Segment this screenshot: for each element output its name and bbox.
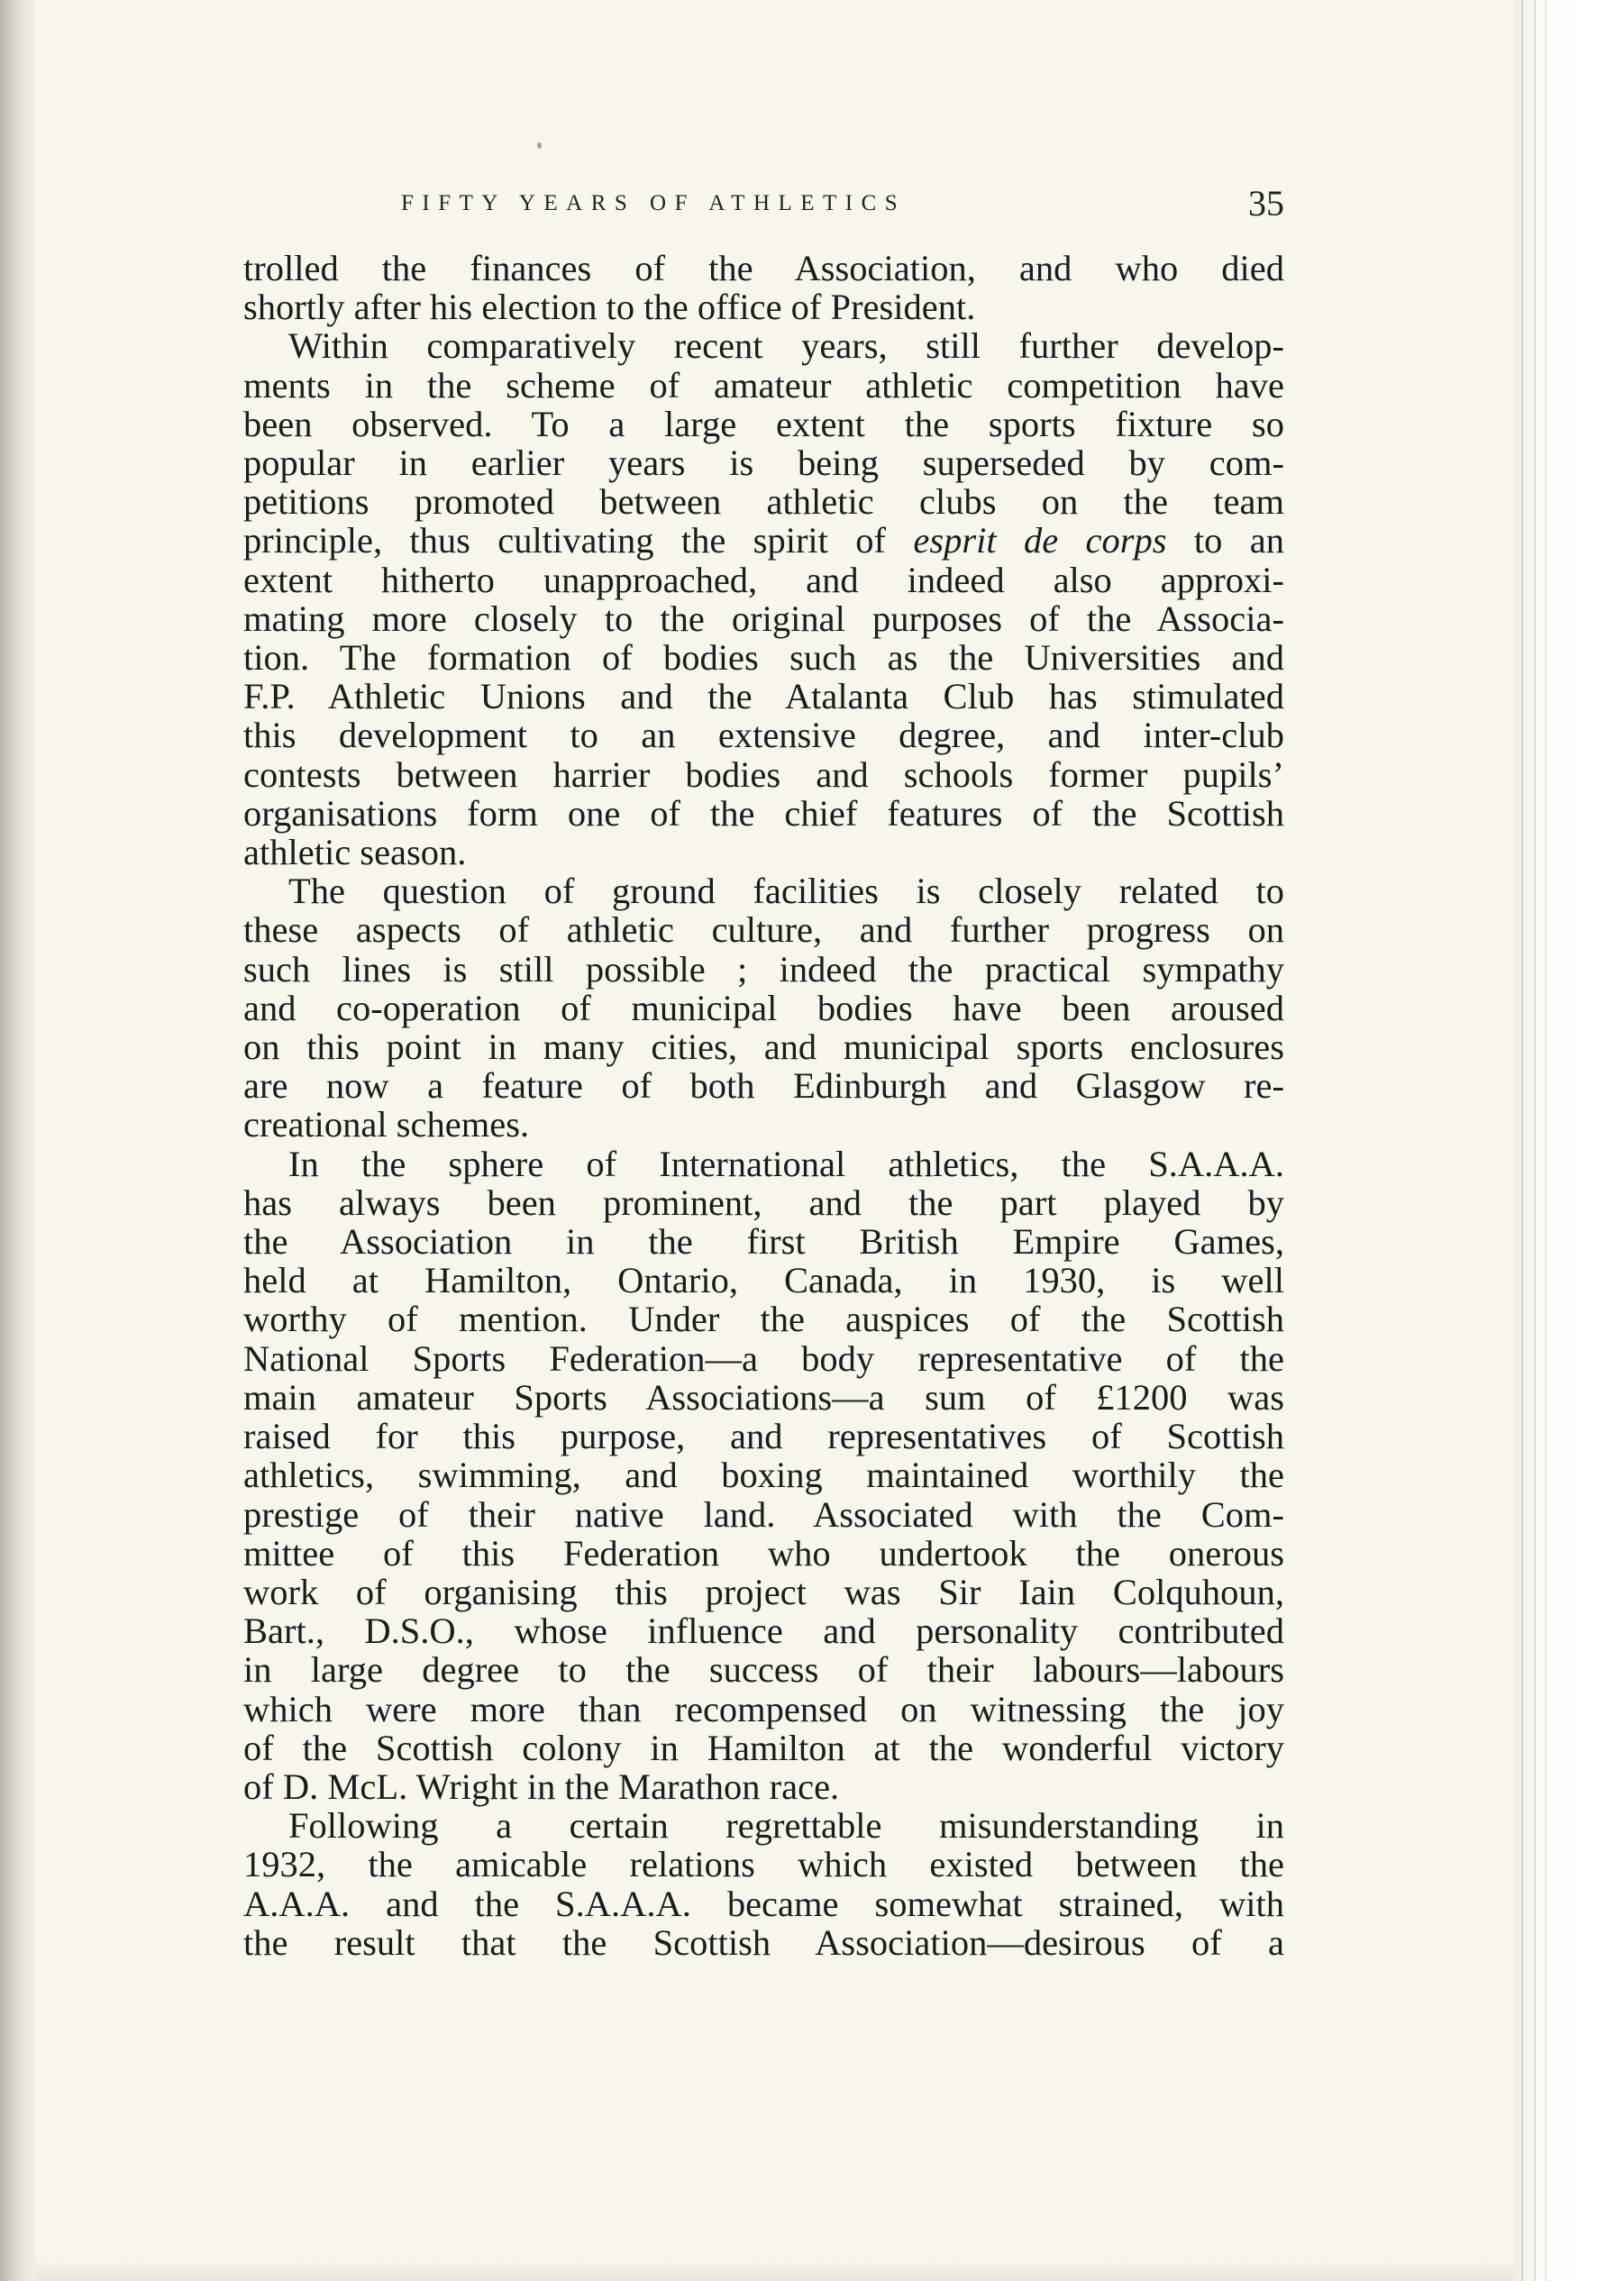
text-line: organisations form one of the chief features of the Scottish [243,792,1284,834]
text-line: which were more than recompensed on witnessing the joy [243,1688,1284,1729]
text-line: contests between harrier bodies and schools former pupils’ [243,753,1284,795]
text-line: National Sports Federation—a body representative of the [243,1337,1284,1379]
text-line: the result that the Scottish Association—desirous of a [243,1921,1284,1963]
text-line: been observed. To a large extent the sports fixture so [243,403,1284,444]
text-line: The question of ground facilities is closely related to [288,871,1284,912]
text-line: F.P. Athletic Unions and the Atalanta Club has stimulated [243,676,1284,717]
page-edge-line [1545,0,1546,2281]
text-line: shortly after his election to the office of President. [243,287,976,328]
text-line: the Association in the first British Empire Games, [243,1221,1284,1263]
text-line: such lines is still possible ; indeed the practical sympathy [243,948,1284,990]
text-line: of D. McL. Wright in the Marathon race. [243,1765,840,1807]
text-line: Within comparatively recent years, still further develop- [288,325,1284,367]
text-line: athletic season. [243,832,467,873]
text-line: creational schemes. [243,1104,530,1145]
page-bottom-edge [36,2260,1514,2281]
text-line: mittee of this Federation who undertook the onerous [243,1532,1284,1574]
text-line: popular in earlier years is being superseded by com- [243,443,1284,484]
italic-phrase: esprit de corps [913,520,1167,561]
text-line: athletics, swimming, and boxing maintained worthily the [243,1455,1284,1496]
text-line: are now a feature of both Edinburgh and Glasgow re- [243,1065,1284,1107]
text-line: extent hitherto unapproached, and indeed also approxi- [243,559,1284,600]
page-edge-line [1534,0,1536,2281]
page-number: 35 [1248,183,1284,224]
text-line: trolled the finances of the Association, and who died [243,248,1284,288]
text-line: these aspects of athletic culture, and further progress on [243,909,1284,951]
text-line: Following a certain regrettable misunderstanding in [288,1805,1284,1847]
text-line: held at Hamilton, Ontario, Canada, in 1930, is well [243,1260,1284,1301]
text-line: 1932, the amicable relations which existed between the [243,1844,1284,1885]
text-line: main amateur Sports Associations—a sum of £1200 was [243,1376,1284,1418]
text-line: has always been prominent, and the part played by [243,1182,1284,1223]
text-line: this development to an extensive degree, and inter-club [243,715,1284,756]
text-line: ments in the scheme of amateur athletic competition have [243,364,1284,406]
text-line: prestige of their native land. Associated with the Com- [243,1493,1284,1535]
paper-speck [537,142,542,149]
running-title: FIFTY YEARS OF ATHLETICS [401,191,907,215]
text-line: of the Scottish colony in Hamilton at the wonderful victory [243,1727,1284,1768]
text-line: mating more closely to the original purposes of the Associa- [243,598,1284,639]
page-edge-stack [1514,0,1624,2281]
text-line: in large degree to the success of their labours—labours [243,1649,1284,1691]
text-line: In the sphere of International athletics, the S.A.A.A. [288,1143,1284,1184]
text-line: Bart., D.S.O., whose influence and personality contributed [243,1610,1284,1652]
text-line: A.A.A. and the S.A.A.A. became somewhat strained, with [243,1883,1284,1924]
text-line: raised for this purpose, and representatives of Scottish [243,1416,1284,1457]
text-line: worthy of mention. Under the auspices of the Scottish [243,1299,1284,1340]
text-line: petitions promoted between athletic clubs on the team [243,481,1284,523]
body-text [243,249,1284,1962]
text-line: tion. The formation of bodies such as the Universities and [243,637,1284,679]
page-edge-line [1521,0,1523,2281]
text-line: and co-operation of municipal bodies have been aroused [243,987,1284,1028]
text-line: work of organising this project was Sir Iain Colquhoun, [243,1571,1284,1612]
running-header [243,180,1284,234]
text-line: principle, thus cultivating the spirit of esprit de corps to an [243,520,1284,561]
text-line: on this point in many cities, and municipal sports enclosures [243,1026,1284,1068]
